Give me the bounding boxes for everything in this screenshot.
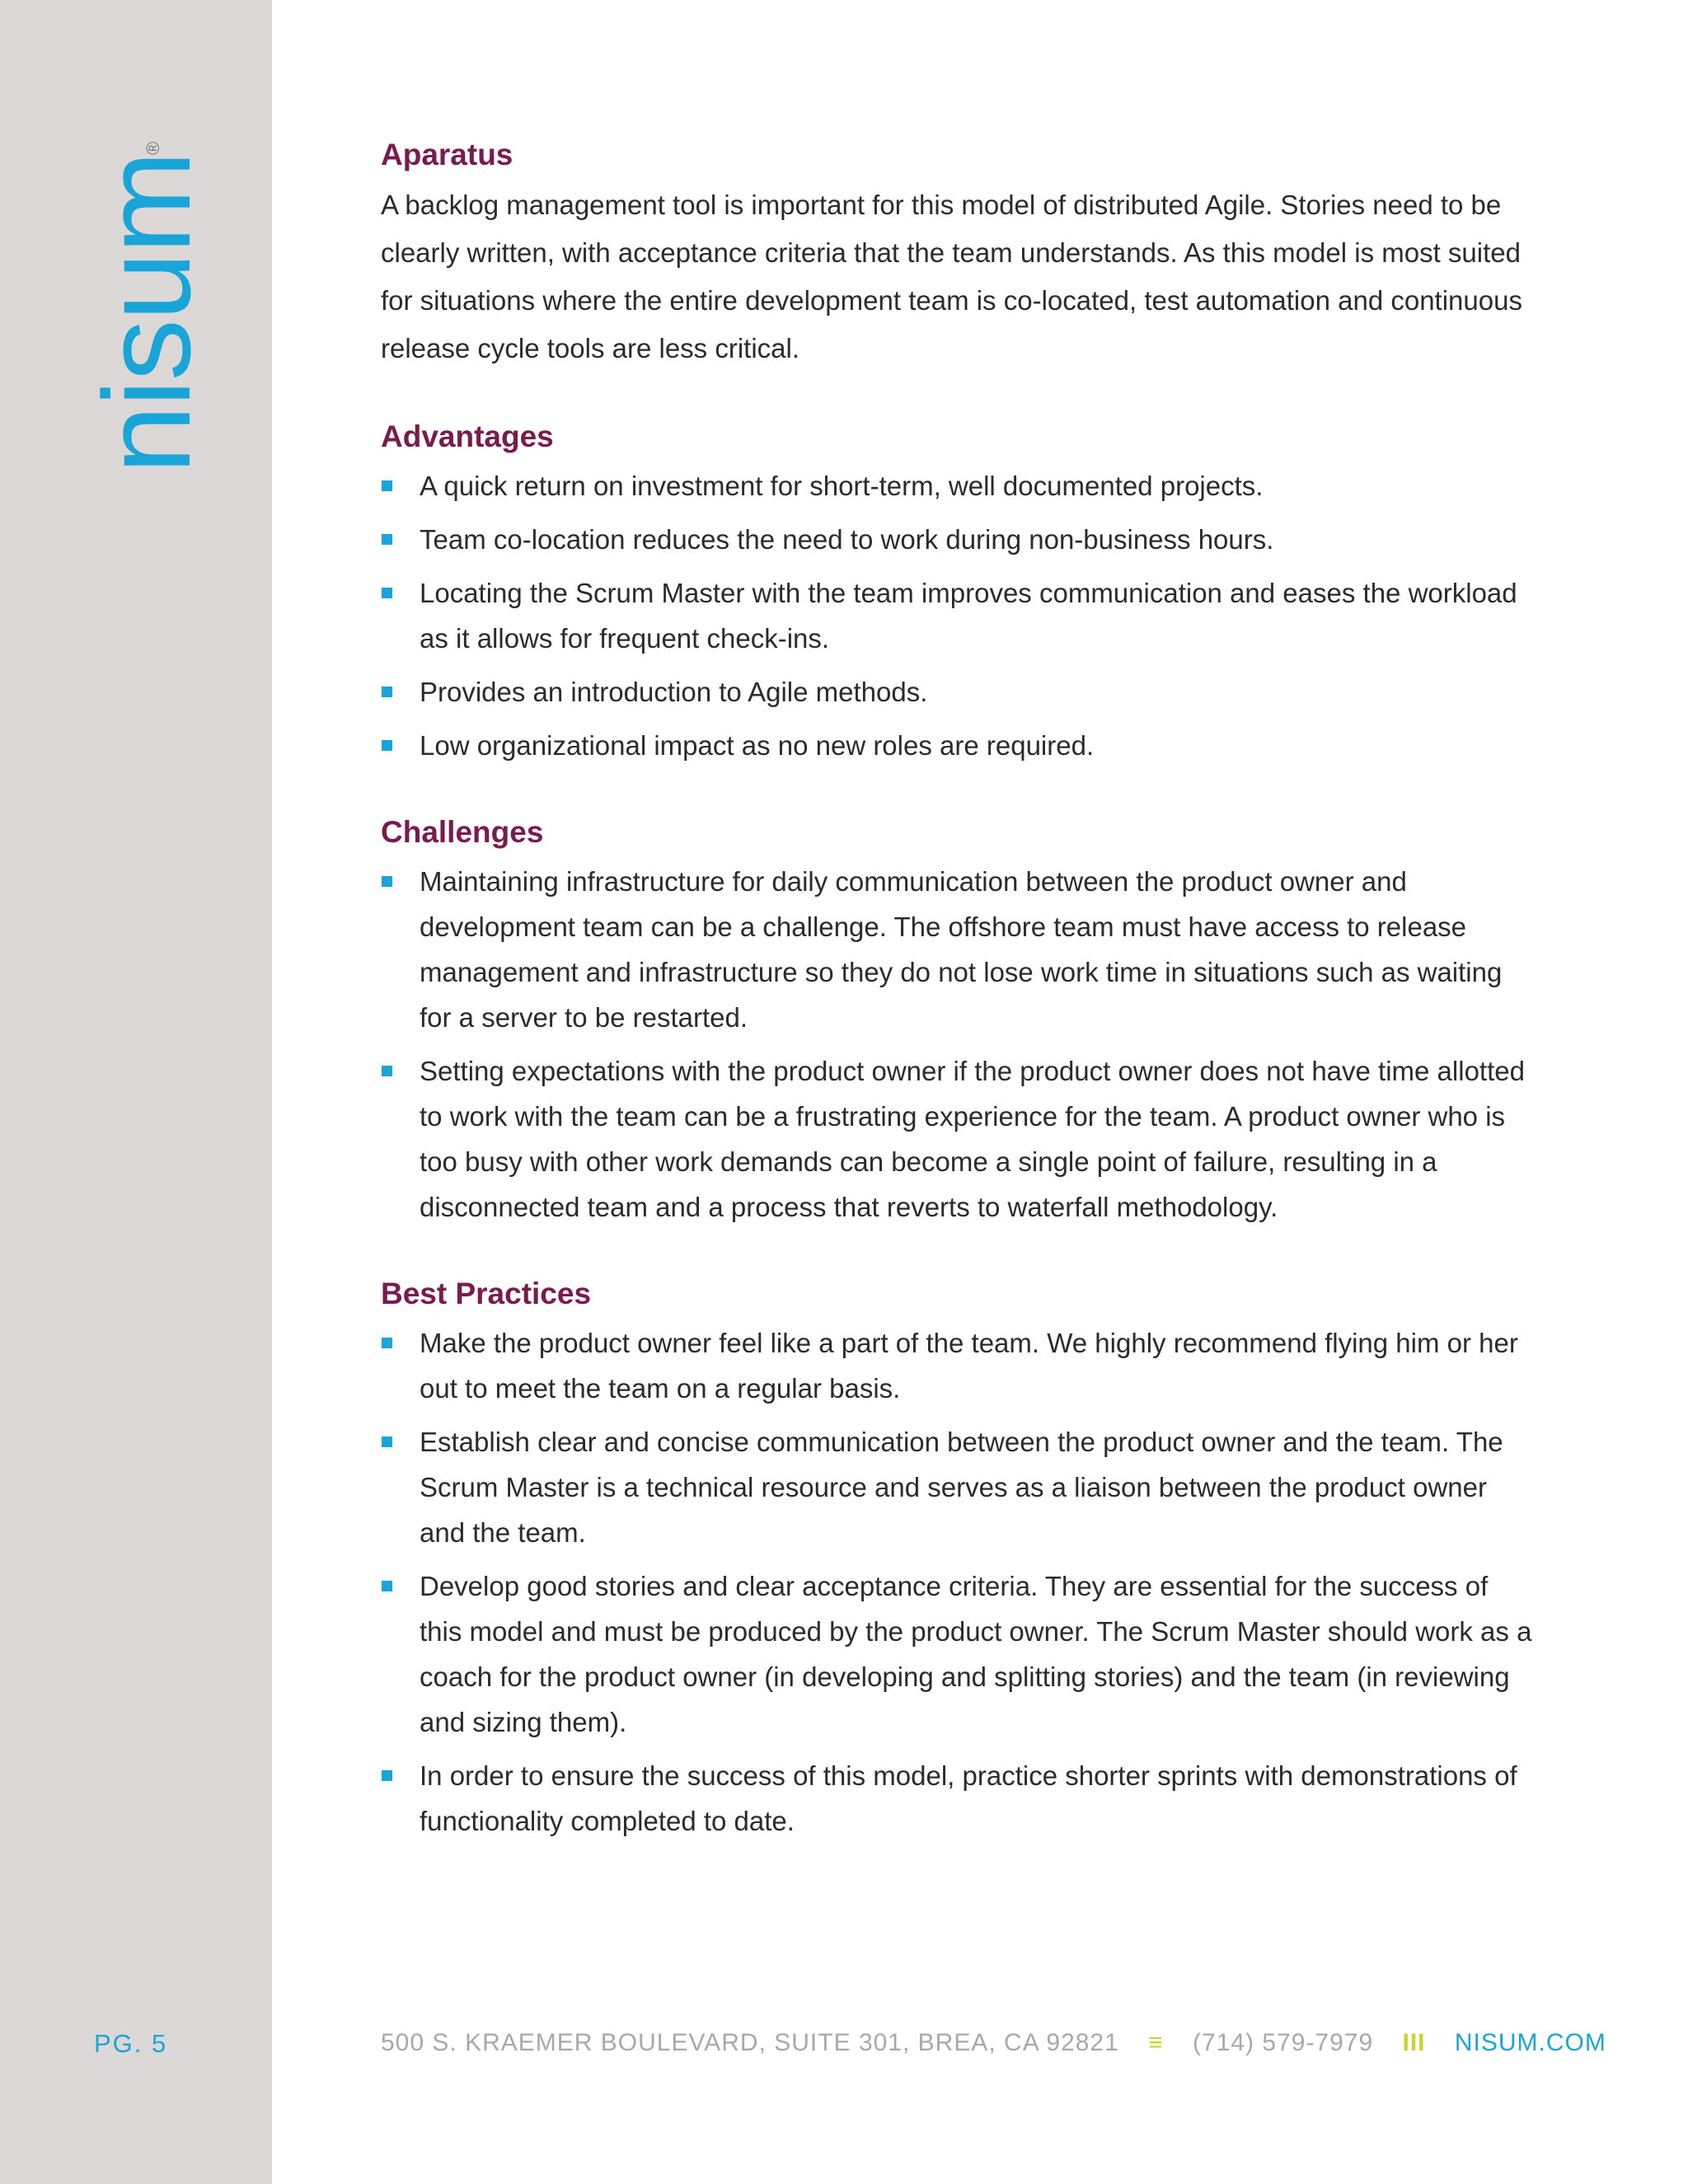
- list-item: [381, 669, 1535, 715]
- square-bullet-icon: [382, 1436, 392, 1447]
- footer-phone: (714) 579-7979: [1193, 2029, 1374, 2056]
- square-bullet-icon: [382, 1770, 392, 1781]
- separator-icon: III: [1402, 2029, 1426, 2056]
- list-item-text: Maintaining infrastructure for daily communication between the product owner and development team can be a challenge. The offshore team must have access to release management and infrastructure so they do not lose work time in situations such as waiting for a server to be restarted.: [420, 866, 1503, 1033]
- list-item-text: A quick return on investment for short-term, well documented projects.: [420, 471, 1264, 501]
- square-bullet-icon: [382, 1581, 392, 1591]
- list-item-text: Locating the Scrum Master with the team improves communication and eases the workload as it allows for frequent check-ins.: [420, 578, 1517, 654]
- footer: [381, 2029, 1606, 2057]
- square-bullet-icon: [382, 1338, 392, 1348]
- square-bullet-icon: [382, 876, 392, 887]
- list-item-text: Establish clear and concise communication between the product owner and the team. The Scrum Master is a technical resource and serves as a liaison between the product owner and the team.: [420, 1427, 1503, 1548]
- list-item: [381, 1320, 1535, 1411]
- separator-icon: ≡: [1148, 2029, 1164, 2056]
- list-item: [381, 517, 1535, 562]
- list-item-text: In order to ensure the success of this model, practice shorter sprints with demonstrations of functionality completed to date.: [420, 1760, 1517, 1836]
- list-item-text: Develop good stories and clear acceptance criteria. They are essential for the success of this model and must be produced by the product owner. The Scrum Master should work as a coach for the product owner (in developing and splitting stories) and the team (in reviewing and sizing them).: [420, 1571, 1532, 1737]
- square-bullet-icon: [382, 480, 392, 491]
- list-item: [381, 1048, 1535, 1230]
- bullet-list: [381, 463, 1535, 768]
- section-best-practices: [381, 1274, 1535, 1844]
- footer-website-link[interactable]: NISUM.COM: [1454, 2029, 1606, 2056]
- list-item: [381, 1419, 1535, 1555]
- section-title: Advantages: [381, 419, 554, 453]
- list-item: [381, 1563, 1535, 1745]
- list-item: [381, 570, 1535, 661]
- list-item: [381, 1753, 1535, 1844]
- sidebar: [0, 0, 272, 2184]
- list-item: [381, 463, 1535, 509]
- section-paragraph: A backlog management tool is important for this model of distributed Agile. Stories need to be clearly written, with acceptance criteria that the team understands. As this model is most suited for situations where the entire development team is co-located, test automation and continuous release cycle tools are less critical.: [381, 190, 1522, 363]
- logo-wordmark: nisum: [77, 152, 216, 474]
- square-bullet-icon: [382, 1066, 392, 1076]
- nisum-logo: [45, 132, 227, 486]
- section-title: Aparatus: [381, 138, 513, 171]
- section-challenges: [381, 813, 1535, 1230]
- square-bullet-icon: [382, 740, 392, 751]
- registered-mark: ®: [143, 141, 163, 155]
- list-item-text: Low organizational impact as no new roles are required.: [420, 730, 1095, 761]
- list-item-text: Make the product owner feel like a part of the team. We highly recommend flying him or her out to meet the team on a regular basis.: [420, 1328, 1518, 1404]
- footer-address: 500 S. KRAEMER BOULEVARD, SUITE 301, BREA, CA 92821: [381, 2029, 1119, 2056]
- section-advantages: [381, 417, 1535, 768]
- list-item-text: Provides an introduction to Agile methods.: [420, 677, 928, 707]
- bullet-list: [381, 1320, 1535, 1844]
- list-item: [381, 859, 1535, 1040]
- list-item: [381, 723, 1535, 768]
- section-title: Best Practices: [381, 1277, 592, 1310]
- square-bullet-icon: [382, 687, 392, 697]
- square-bullet-icon: [382, 534, 392, 545]
- document-body: [381, 135, 1535, 1888]
- section-title: Challenges: [381, 815, 544, 849]
- list-item-text: Team co-location reduces the need to work during non-business hours.: [420, 524, 1274, 555]
- bullet-list: [381, 859, 1535, 1230]
- square-bullet-icon: [382, 588, 392, 598]
- page-number: PG. 5: [94, 2029, 168, 2058]
- section-aparatus: [381, 135, 1535, 373]
- list-item-text: Setting expectations with the product owner if the product owner does not have time allotted to work with the team can be a frustrating experience for the team. A product owner who is too busy with other work demands can become a single point of failure, resulting in a disconnected team and a process that reverts to waterfall methodology.: [420, 1056, 1525, 1222]
